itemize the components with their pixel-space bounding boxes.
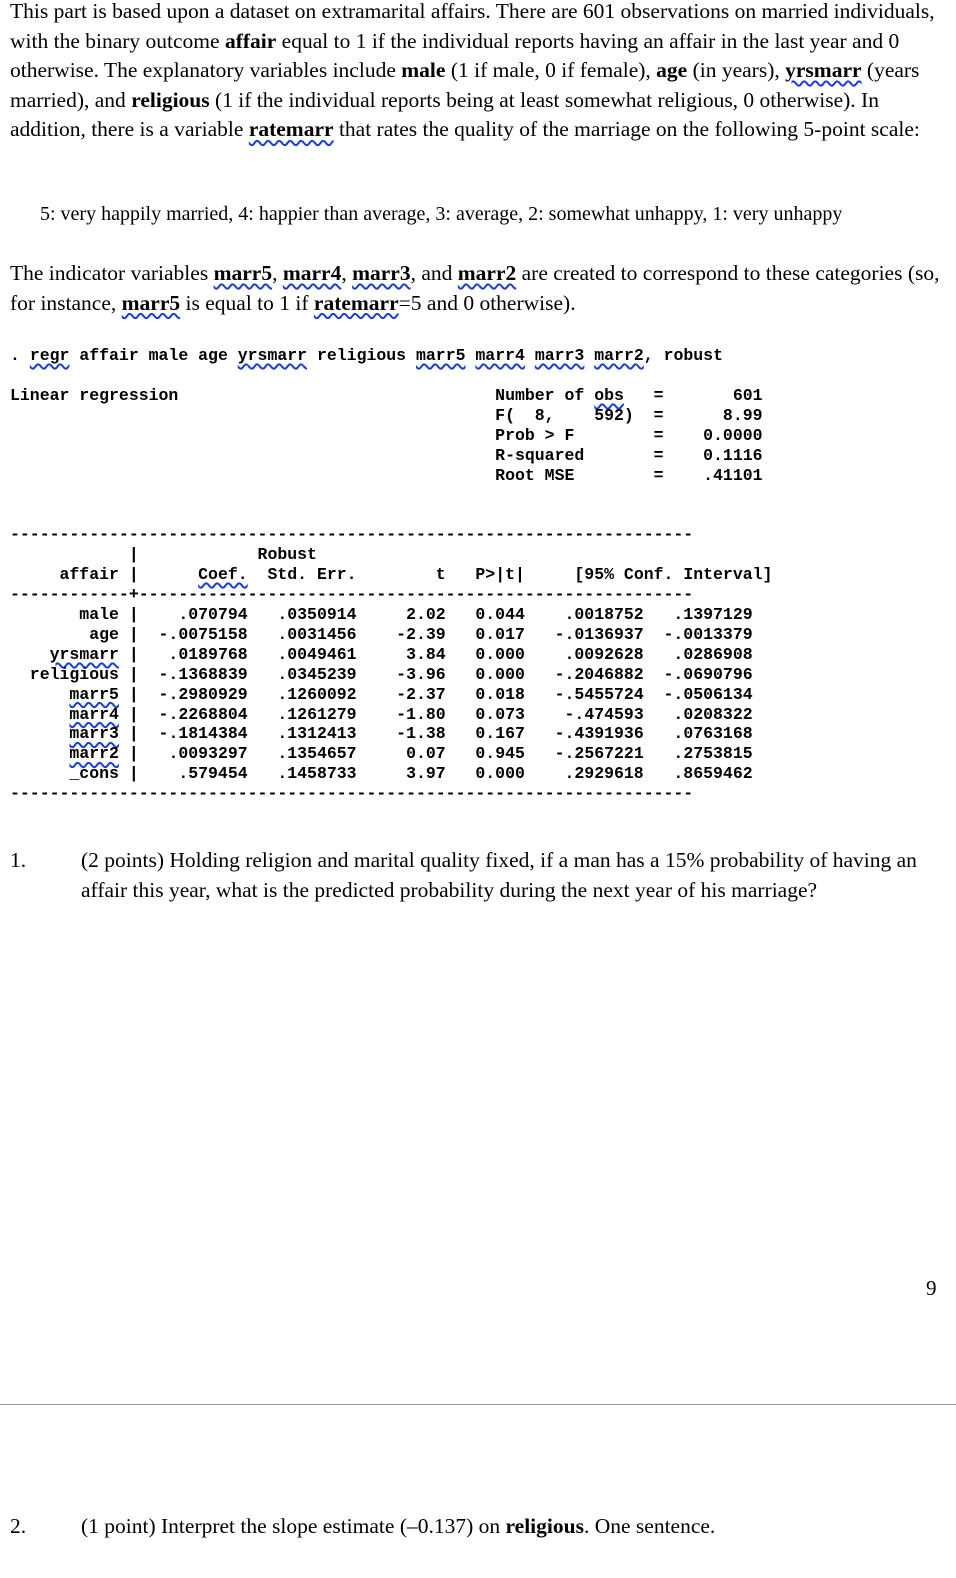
var-yrsmarr: yrsmarr bbox=[785, 58, 862, 83]
var-religious-q2: religious bbox=[505, 1514, 584, 1538]
regression-output: Linear regression Number of obs = 601 F( 8, 592) = 8.99 Prob > F = 0.0000 R-squared = 0.1116 Root MSE = .41101 --------------------------------------------------------------------- | Robust affair | Coef. Std. Err. t P>|t| [95% Conf. Interval] ------------+-------------------------------------------------------- male | .070794 .0350914 2.02 0.044 .0018752 .1397129 age | -.0075158 .0031456 -2.39 0.017 -.0136937 -.0013379 yrsmarr | .0189768 .0049461 3.84 0.000 .0092628 .0286908 religious | -.1368839 .0345239 -3.96 0.000 -.2046882 -.0690796 marr5 | -.2980929 .1260092 -2.37 0.018 -.5455724 -.0506134 marr4 | -.2268804 .1261279 -1.80 0.073 -.474593 .0208322 marr3 | -.1814384 .1312413 -1.38 0.167 -.4391936 .0763168 marr2 | .0093297 .1354657 0.07 0.945 -.2567221 .2753815 _cons | .579454 .1458733 3.97 0.000 .2929618 .8659462 --------------------------------------------------------------------- bbox=[10, 386, 773, 804]
question-1-text: (2 points) Holding religion and marital quality fixed, if a man has a 15% probability of having an affair this year, what is the predicted probability during the next year of his marriage? bbox=[81, 848, 917, 902]
indicator-paragraph: The indicator variables marr5, marr4, marr3, and marr2 are created to correspond to these categories (so, for instance, marr5 is equal to 1 if ratemarr=5 and 0 otherwise). bbox=[10, 261, 940, 315]
var-religious: religious bbox=[131, 87, 210, 112]
stata-command: . regr affair male age yrsmarr religious marr5 marr4 marr3 marr2, robust bbox=[10, 346, 723, 365]
var-male: male bbox=[401, 58, 446, 83]
rating-scale: 5: very happily married, 4: happier than average, 3: average, 2: somewhat unhappy, 1: very unhappy bbox=[40, 203, 843, 225]
question-2-text: (1 point) Interpret the slope estimate (–0.137) on religious. One sentence. bbox=[81, 1514, 716, 1538]
var-affair: affair bbox=[224, 28, 277, 53]
var-age: age bbox=[656, 58, 688, 83]
intro-paragraph: This part is based upon a dataset on extramarital affairs. There are 601 observations on married individuals, with the binary outcome affair equal to 1 if the individual reports having an affair in the last year and 0 otherwise. The explanatory variables include male (1 if male, 0 if female), age (in years), yrsmarr (years married), and religious (1 if the individual reports being at least somewhat religious, 0 otherwise). In addition, there is a variable ratemarr that rates the quality of the marriage on the following 5-point scale: bbox=[10, 0, 935, 142]
var-ratemarr: ratemarr bbox=[248, 117, 334, 142]
question-1-number: 1. bbox=[10, 848, 27, 872]
page-number: 9 bbox=[926, 1276, 937, 1300]
question-2-number: 2. bbox=[10, 1514, 27, 1538]
page-divider bbox=[0, 1404, 956, 1405]
